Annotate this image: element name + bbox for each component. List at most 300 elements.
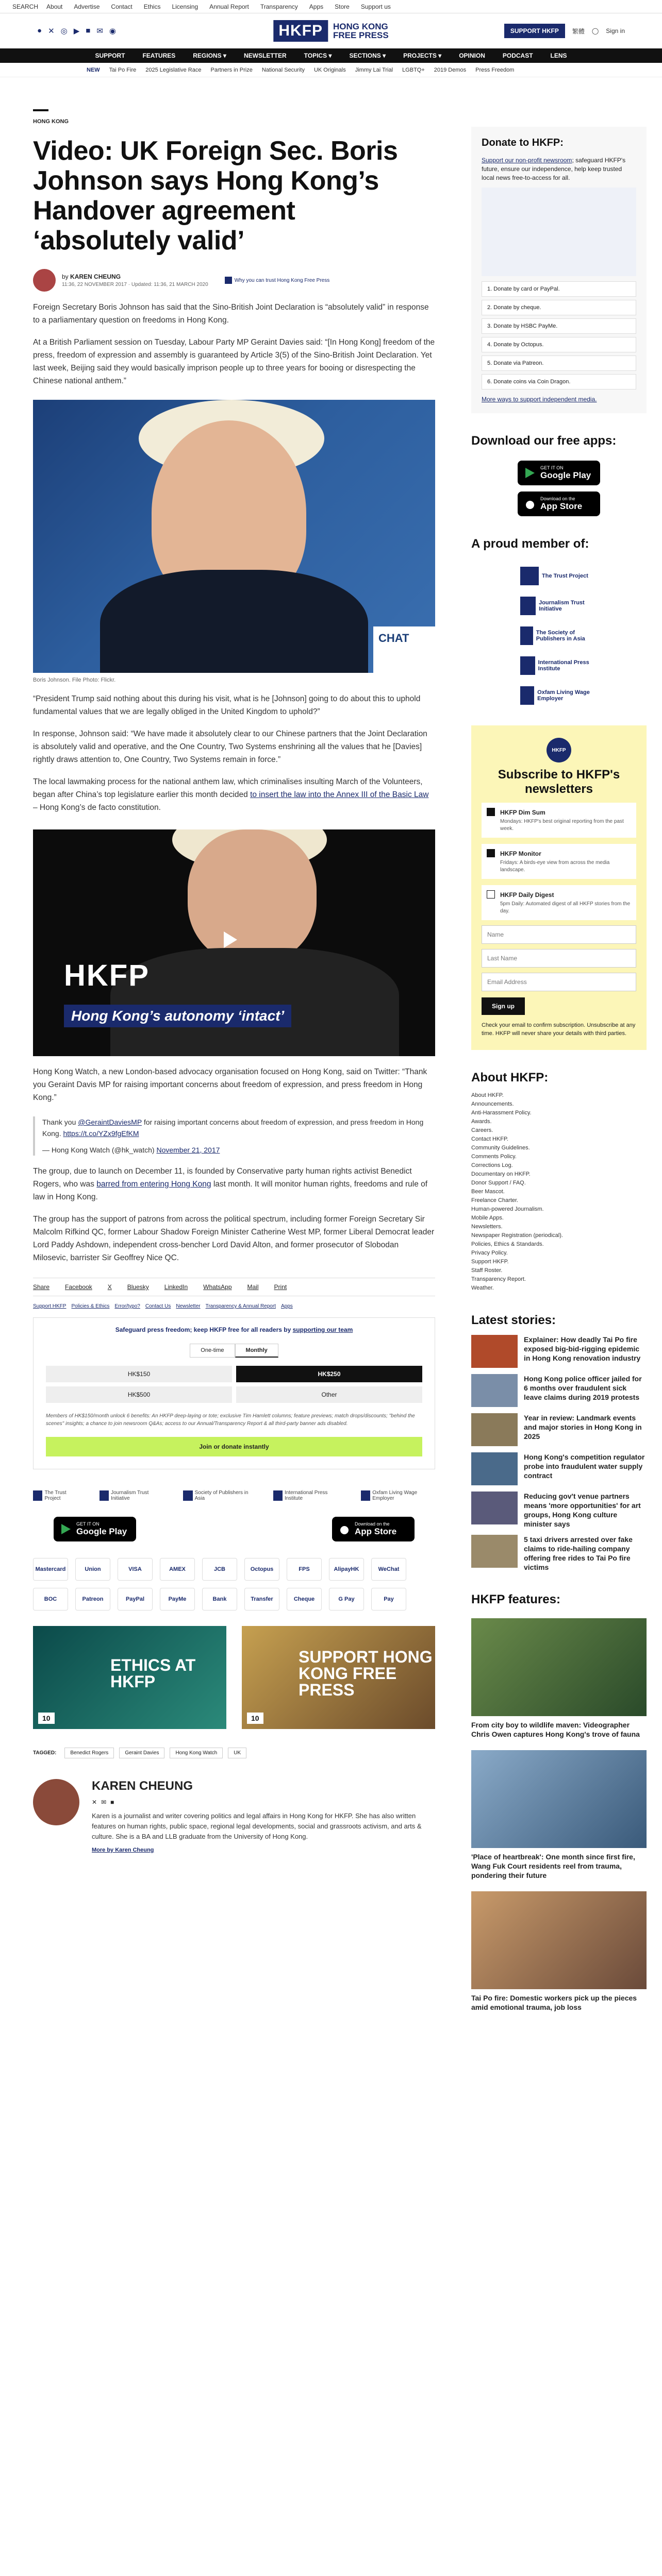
trending-link[interactable]: Jimmy Lai Trial	[355, 66, 393, 73]
feature-title: 'Place of heartbreak': One month since first fire, Wang Fuk Court residents reel from trauma, pondering their future	[471, 1853, 635, 1879]
newsletter-option[interactable]	[482, 803, 636, 838]
nav-item[interactable]: REGIONS ▾	[193, 52, 226, 59]
article-paragraph: The group has the support of patrons from across the political spectrum, including former Foreign Secretary Sir Malcolm Rifkind QC, former Labour Shadow Foreign Minister Catherine West MP, former Liberal Democrat leader Lord Paddy Ashdown, independent cross-bencher Lord David Alton, and former prosecutor of Slobodan Milosevic, barrister Sir Geoffrey Nice QC.	[33, 1215, 435, 1262]
policy-links	[33, 1303, 435, 1309]
author-box-content	[92, 1779, 435, 1853]
member-name: International Press Institute	[538, 659, 589, 672]
trending-link[interactable]: National Security	[261, 66, 305, 73]
member-logo[interactable]	[520, 626, 598, 645]
trending-link[interactable]: LGBTQ+	[402, 66, 425, 73]
member-icon	[520, 686, 534, 705]
nav-item[interactable]: OPINION	[459, 52, 485, 59]
nav-item[interactable]: PODCAST	[502, 52, 533, 59]
newsletter-name: HKFP Daily Digest	[500, 891, 554, 899]
newsletter-checkbox-checked[interactable]	[487, 808, 495, 816]
policy-link[interactable]: Support HKFP	[33, 1303, 67, 1309]
donate-option[interactable]: 3. Donate by HSBC PayMe.	[482, 318, 636, 334]
amount-option-selected[interactable]: HK$250	[236, 1366, 422, 1382]
youtube-icon[interactable]: ▶	[73, 27, 80, 36]
donate-image	[482, 188, 636, 276]
newsletter-title: Subscribe to HKFP's newsletters	[498, 768, 620, 796]
header-actions	[504, 24, 625, 38]
logo-mark: HKFP	[273, 20, 328, 42]
story-title: Hong Kong police officer jailed for 6 months over fraudulent sick leave claims during 2019 protests	[524, 1375, 642, 1401]
trust-project-logo[interactable]	[33, 1490, 81, 1501]
paragraph-text: – Hong Kong’s de facto constitution.	[33, 803, 161, 812]
share-bluesky-button[interactable]: Bluesky	[127, 1283, 149, 1291]
latest-title: Latest stories:	[471, 1313, 556, 1327]
donate-options	[482, 281, 636, 389]
tweet-date-link[interactable]: November 21, 2017	[156, 1146, 220, 1154]
article-paragraph: “President Trump said nothing about this during his visit, what is he [Johnson] going to do about this to uphold fundamental values that we are legally obliged in the United Kingdom to uphold?”	[33, 694, 421, 716]
logo-icon	[100, 1490, 109, 1501]
about-link[interactable]: Community Guidelines.	[471, 1145, 530, 1151]
oxfam-logo[interactable]	[361, 1490, 435, 1501]
story-title: Hong Kong's competition regulator probe into fraudulent water supply contract	[524, 1453, 645, 1480]
latest-story[interactable]	[471, 1492, 647, 1529]
about-link[interactable]: Transparency Report.	[471, 1276, 526, 1282]
about-link[interactable]: Comments Policy.	[471, 1154, 517, 1160]
policy-link[interactable]: Transparency & Annual Report	[205, 1303, 276, 1309]
x-icon[interactable]: ✕	[48, 27, 55, 36]
features-title: HKFP features:	[471, 1592, 560, 1606]
logo-line: HONG KONG	[333, 22, 388, 31]
nav-item[interactable]: TOPICS ▾	[304, 52, 332, 59]
nav-item[interactable]: FEATURES	[142, 52, 176, 59]
trending-link[interactable]: Tai Po Fire	[109, 66, 137, 73]
latest-story[interactable]	[471, 1374, 647, 1407]
about-link[interactable]: Newsletters.	[471, 1224, 503, 1230]
trending-link[interactable]: 2025 Legislative Race	[145, 66, 202, 73]
tweet-text	[42, 1116, 435, 1139]
member-logo[interactable]	[520, 686, 598, 705]
trust-link: Why you can trust Hong Kong Free Press	[234, 277, 330, 283]
utility-link[interactable]: Transparency	[260, 3, 298, 10]
byline	[33, 269, 435, 292]
payment-icon: G Pay	[329, 1588, 364, 1611]
support-team-link[interactable]: supporting our team	[292, 1326, 353, 1333]
tweet-url-link[interactable]: https://t.co/YZx9fgEfKM	[63, 1129, 139, 1138]
policy-link[interactable]: Contact Us	[145, 1303, 171, 1309]
basic-law-link[interactable]: to insert the law into the Annex III of the Basic Law	[250, 790, 429, 799]
member-title: A proud member of:	[471, 537, 589, 551]
mail-icon[interactable]: ✉	[96, 27, 103, 36]
promo-banners	[33, 1626, 435, 1729]
feature-image	[471, 1750, 647, 1848]
google-play-button[interactable]	[54, 1517, 136, 1541]
payment-icon: Octopus	[244, 1558, 279, 1581]
intro-text: ; safeguard HKFP's future, ensure our independence, help keep trusted local news free-to-access for all.	[482, 157, 626, 181]
newsletter-check-note: Check your email to confirm subscription. Unsubscribe at any time. HKFP will never share your details with third parties.	[482, 1022, 636, 1037]
newsletter-option-text	[500, 890, 631, 915]
about-link[interactable]: Awards.	[471, 1118, 492, 1125]
store-small-text: Download on the	[355, 1521, 390, 1527]
payment-icon: AMEX	[160, 1558, 195, 1581]
facebook-icon[interactable]: ●	[37, 26, 42, 35]
policy-link[interactable]: Error/typo?	[114, 1303, 140, 1309]
member-logos-row	[33, 1490, 435, 1501]
logo-line: FREE PRESS	[333, 30, 389, 40]
about-link[interactable]: Human-powered Journalism.	[471, 1206, 544, 1212]
newsletter-option-text	[500, 849, 631, 874]
share-label: Share	[33, 1283, 50, 1291]
utility-link[interactable]: Store	[335, 3, 350, 10]
byline-name	[62, 273, 208, 280]
jti-logo[interactable]	[100, 1490, 165, 1501]
story-thumbnail	[471, 1335, 518, 1368]
about-title: About HKFP:	[471, 1071, 549, 1084]
payment-icon: AlipayHK	[329, 1558, 364, 1581]
tweet-signature	[42, 1144, 435, 1156]
article-column	[33, 99, 435, 2012]
latest-story[interactable]	[471, 1335, 647, 1368]
nav-item[interactable]: PROJECTS ▾	[403, 52, 442, 59]
logo-label: Oxfam Living Wage Employer	[372, 1490, 418, 1501]
author-box-avatar[interactable]	[33, 1779, 79, 1825]
donate-option[interactable]: 6. Donate coins via Coin Dragon.	[482, 374, 636, 389]
user-icon[interactable]: ◯	[591, 27, 599, 35]
about-link[interactable]: Staff Roster.	[471, 1267, 503, 1274]
signin-link[interactable]: Sign in	[606, 27, 625, 35]
tweet-fragment: for raising important concerns about freedom of expression, and press freedom in Hong Kong.	[42, 1118, 424, 1138]
feature-stories	[471, 1618, 647, 2012]
payment-icon: PayPal	[118, 1588, 153, 1611]
logo-icon	[361, 1490, 370, 1501]
member-icon	[520, 597, 536, 615]
about-link[interactable]: Weather.	[471, 1285, 494, 1291]
story-title: Explainer: How deadly Tai Po fire exposed big-bid-rigging epidemic in Hong Kong renovation industry	[524, 1335, 641, 1362]
article-paragraph: Hong Kong Watch, a new London-based advocacy organisation focused on Hong Kong, said on Twitter: “Thank you Geraint Davis MP for raising important concerns about freedom of expression, and press freedom in Hong Kong.”	[33, 1067, 427, 1102]
logo-icon	[33, 1490, 42, 1501]
policy-link[interactable]: Newsletter	[176, 1303, 201, 1309]
feature-story[interactable]	[471, 1750, 647, 1880]
photo-caption: Boris Johnson. File Photo: Flickr.	[33, 677, 116, 683]
about-link[interactable]: Support HKFP.	[471, 1259, 509, 1265]
about-link[interactable]: Announcements.	[471, 1101, 514, 1107]
tweet-fragment: Thank you	[42, 1118, 78, 1126]
story-thumbnail	[471, 1492, 518, 1524]
utility-link[interactable]: Annual Report	[209, 3, 249, 10]
last-name-input[interactable]: Last Name	[482, 949, 636, 968]
store-small-text: GET IT ON	[540, 465, 564, 470]
payment-icon: WeChat	[371, 1558, 406, 1581]
latest-stories	[471, 1335, 647, 1572]
tweet-mention-link[interactable]: @GeraintDaviesMP	[78, 1118, 142, 1126]
utility-link[interactable]: Ethics	[143, 3, 161, 10]
first-name-input[interactable]: Name	[482, 925, 636, 944]
latest-story[interactable]	[471, 1413, 647, 1446]
sidebar	[471, 99, 647, 2012]
amount-option-other[interactable]: Other	[236, 1386, 422, 1403]
payment-icon: JCB	[202, 1558, 237, 1581]
about-link[interactable]: Contact HKFP.	[471, 1136, 508, 1142]
store-big-text: Google Play	[540, 470, 591, 480]
story-title: 5 taxi drivers arrested over fake claims to ride-hailing company offering free rides to Tai Po fire victims	[524, 1535, 633, 1571]
support-promo[interactable]	[242, 1626, 435, 1729]
feature-story[interactable]	[471, 1891, 647, 2012]
share-mail-button[interactable]: Mail	[247, 1283, 259, 1291]
promo-badge: 10	[38, 1713, 55, 1724]
utility-link[interactable]: Advertise	[74, 3, 100, 10]
share-x-button[interactable]: X	[107, 1283, 112, 1291]
more-by-author-link[interactable]: More by Karen Cheung	[92, 1847, 154, 1853]
barred-link[interactable]: barred from entering Hong Kong	[96, 1180, 211, 1189]
store-small-text: GET IT ON	[76, 1521, 100, 1527]
store-small-text: Download on the	[540, 496, 575, 501]
one-time-tab[interactable]: One-time	[190, 1344, 235, 1358]
newsletter-desc: Mondays: HKFP's best original reporting from the past week.	[500, 819, 624, 832]
about-link[interactable]: Careers.	[471, 1127, 493, 1133]
payment-icon: BOC	[33, 1588, 68, 1611]
trending-link[interactable]: 2019 Demos	[434, 66, 467, 73]
support-button[interactable]: SUPPORT HKFP	[504, 24, 565, 38]
utility-menu	[46, 3, 391, 10]
payment-icon: Cheque	[287, 1588, 322, 1611]
author-bio: Karen is a journalist and writer covering politics and legal affairs in Hong Kong for HKFP. She has also written features on human rights, public space, regional legal developments, social and grassroots activism, and arts & culture. She is a BA and LLB graduate from the University of Hong Kong.	[92, 1812, 422, 1840]
about-link[interactable]: Documentary on HKFP.	[471, 1171, 531, 1177]
title-rule	[33, 109, 48, 111]
payment-icon: PayMe	[160, 1588, 195, 1611]
member-logo[interactable]	[520, 597, 598, 615]
play-icon[interactable]	[224, 931, 237, 948]
video-face-shape	[188, 829, 317, 963]
article-dates: 11:36, 22 NOVEMBER 2017 · Updated: 11:36, 21 MARCH 2020	[62, 282, 208, 287]
member-logo[interactable]	[520, 656, 598, 675]
member-icon	[520, 626, 533, 645]
join-donate-button[interactable]: Join or donate instantly	[46, 1437, 422, 1456]
payment-icon: Bank	[202, 1588, 237, 1611]
article-title: Video: UK Foreign Sec. Boris Johnson says Hong Kong’s Handover agreement ‘absolutely valid’	[33, 136, 398, 256]
about-link[interactable]: Corrections Log.	[471, 1162, 513, 1168]
share-facebook-button[interactable]: Facebook	[65, 1283, 92, 1291]
feature-image	[471, 1618, 647, 1716]
trending-link[interactable]: Press Freedom	[475, 66, 515, 73]
instagram-icon[interactable]: ◎	[60, 27, 68, 36]
payment-methods	[33, 1558, 435, 1611]
membership-note: Members of HK$150/month unlock 6 benefits: An HKFP deep-laying or tote; exclusive Tim Hamlett columns; feature previews; match drops/discounts; "behind the scenes" insights; a chance to join newsroom Q&As; access to our Annual/Transparency Report & all third-party banner ads disabled.	[46, 1413, 415, 1427]
rss-icon[interactable]: ◉	[109, 27, 117, 36]
article-tags	[33, 1748, 435, 1758]
utility-link[interactable]: Support us	[360, 3, 391, 10]
email-input[interactable]: Email Address	[482, 973, 636, 991]
sidebar-donate-title: Donate to HKFP:	[482, 137, 564, 148]
member-icon	[520, 567, 539, 585]
paragraph-text: The local lawmaking process for the national anthem law, which criminalises insulting March of the Volunteers, began after China’s top legislature earlier this month decided	[33, 777, 423, 799]
latest-story[interactable]	[471, 1452, 647, 1485]
sidebar-donate-intro	[482, 156, 636, 182]
about-link[interactable]: Freelance Charter.	[471, 1197, 519, 1204]
apple-icon	[338, 1523, 351, 1535]
utility-link[interactable]: Licensing	[172, 3, 198, 10]
about-link[interactable]: Newspaper Registration (periodical).	[471, 1232, 563, 1239]
story-title: Year in review: Landmark events and major stories in Hong Kong in 2025	[524, 1414, 642, 1440]
nav-item[interactable]: SUPPORT	[95, 52, 125, 59]
video-player[interactable]	[33, 829, 435, 1056]
article-paragraph	[33, 775, 435, 814]
amount-options	[46, 1366, 422, 1403]
logo-text	[333, 22, 389, 40]
donate-option[interactable]: 4. Donate by Octopus.	[482, 337, 636, 352]
video-logo: HKFP	[64, 959, 150, 992]
site-header	[0, 13, 662, 48]
newsletter-signup	[471, 725, 647, 1050]
feature-story[interactable]	[471, 1618, 647, 1739]
linkedin-icon[interactable]: ■	[110, 1799, 114, 1806]
article-photo	[33, 400, 435, 673]
author-avatar[interactable]	[33, 269, 56, 292]
video-suit-shape	[110, 948, 399, 1056]
donate-option[interactable]: 5. Donate via Patreon.	[482, 355, 636, 371]
google-play-icon	[524, 467, 536, 479]
page-body	[0, 99, 662, 2012]
app-store-button[interactable]	[332, 1517, 415, 1541]
site-logo[interactable]	[273, 20, 388, 42]
tags-label: TAGGED:	[33, 1750, 57, 1756]
video-title: Hong Kong’s autonomy ‘intact’	[64, 1005, 291, 1027]
paragraph-text: last month. It will monitor human rights, freedoms and rule of law in Hong Kong.	[33, 1180, 428, 1201]
about-link[interactable]: Anti-Harassment Policy.	[471, 1110, 532, 1116]
about-link[interactable]: Policies, Ethics & Standards.	[471, 1241, 544, 1247]
app-store-button[interactable]	[518, 492, 600, 516]
about-link[interactable]: Privacy Policy.	[471, 1250, 508, 1256]
monthly-tab[interactable]: Monthly	[235, 1344, 278, 1358]
latest-story[interactable]	[471, 1535, 647, 1572]
story-thumbnail	[471, 1535, 518, 1568]
logo-icon	[273, 1490, 283, 1501]
trending-link[interactable]: Partners in Prize	[210, 66, 253, 73]
more-ways-link[interactable]: More ways to support independent media.	[482, 396, 597, 403]
promo-badge: 10	[247, 1713, 263, 1724]
top-utility-bar	[0, 0, 662, 13]
promo-title: SUPPORT HONG KONG FREE PRESS	[299, 1648, 433, 1699]
tag-chip[interactable]: UK	[228, 1748, 246, 1758]
tag-chip[interactable]: Benedict Rogers	[64, 1748, 114, 1758]
nav-item[interactable]: NEWSLETTER	[243, 52, 287, 59]
nav-item[interactable]: LENS	[550, 52, 567, 59]
about-link[interactable]: Beer Mascot.	[471, 1189, 505, 1195]
feature-image	[471, 1891, 647, 1989]
x-icon[interactable]: ✕	[92, 1799, 97, 1806]
member-list	[471, 567, 647, 705]
share-linkedin-button[interactable]: LinkedIn	[164, 1283, 188, 1291]
support-newsroom-link[interactable]: Support our non-profit newsroom	[482, 157, 572, 164]
newsletter-option[interactable]	[482, 844, 636, 879]
payment-icon: Mastercard	[33, 1558, 68, 1581]
signup-button[interactable]: Sign up	[482, 997, 525, 1015]
donate-option[interactable]: 2. Donate by cheque.	[482, 300, 636, 315]
utility-link[interactable]: Apps	[309, 3, 324, 10]
byline-text	[62, 273, 208, 287]
utility-link[interactable]: Contact	[111, 3, 133, 10]
paragraph-text: The group, due to launch on December 11, is founded by Conservative party human rights activist Benedict Rogers, who was	[33, 1167, 412, 1189]
google-play-button[interactable]	[518, 461, 600, 485]
member-name: Journalism Trust Initiative	[539, 600, 585, 612]
member-icon	[520, 656, 535, 675]
about-link[interactable]: Donor Support / FAQ.	[471, 1180, 526, 1186]
newsletter-logo: HKFP	[547, 738, 571, 762]
logo-label: Journalism Trust Initiative	[111, 1490, 149, 1501]
author-box-name[interactable]: KAREN CHEUNG	[92, 1779, 193, 1793]
store-big-text: Google Play	[76, 1527, 127, 1536]
store-big-text: App Store	[355, 1527, 397, 1536]
trust-badge[interactable]	[225, 277, 330, 284]
article-paragraph	[33, 1165, 435, 1204]
ipi-logo[interactable]	[273, 1490, 342, 1501]
feature-title: Tai Po fire: Domestic workers pick up the pieces amid emotional trauma, job loss	[471, 1994, 637, 2011]
apple-icon	[524, 498, 536, 510]
logo-icon	[183, 1490, 192, 1501]
member-logo[interactable]	[520, 567, 598, 585]
language-link[interactable]: 繁體	[572, 27, 585, 35]
trust-icon	[225, 277, 232, 284]
payment-icon: FPS	[287, 1558, 322, 1581]
about-link[interactable]: About HKFP.	[471, 1092, 504, 1098]
logo-label: Society of Publishers in Asia	[194, 1490, 249, 1501]
promo-title: ETHICS AT HKFP	[110, 1656, 196, 1691]
story-thumbnail	[471, 1452, 518, 1485]
author-box	[33, 1779, 435, 1853]
payment-icon: Patreon	[75, 1588, 110, 1611]
author-link[interactable]: KAREN CHEUNG	[70, 273, 121, 280]
nav-item[interactable]: SECTIONS ▾	[349, 52, 386, 59]
tag-chip[interactable]: Hong Kong Watch	[170, 1748, 223, 1758]
newsletter-desc: Fridays: A birds-eye view from across the media landscape.	[500, 860, 610, 873]
policy-link[interactable]: Policies & Ethics	[71, 1303, 110, 1309]
article-category[interactable]: HONG KONG	[33, 118, 69, 125]
payment-icon: Union	[75, 1558, 110, 1581]
article-paragraph: In response, Johnson said: “We have made it absolutely clear to our Chinese partners that the Joint Declaration is absolutely valid and operative, and the One Country, Two Systems enshrining all the values that he [Davies] rightly draws attention to, One Country, Two Systems remain in force.”	[33, 730, 427, 764]
share-print-button[interactable]: Print	[274, 1283, 287, 1291]
by-label: by	[62, 273, 69, 280]
newsletter-option[interactable]	[482, 885, 636, 920]
trending-link[interactable]: UK Originals	[313, 66, 346, 73]
amount-option[interactable]: HK$500	[46, 1386, 232, 1403]
article-paragraph: Foreign Secretary Boris Johnson has said that the Sino-British Joint Declaration is “absolutely valid” in response to a parliamentary question on freedoms in Hong Kong.	[33, 303, 429, 325]
ethics-promo[interactable]	[33, 1626, 226, 1729]
logo-label: The Trust Project	[44, 1490, 67, 1501]
logo-label: International Press Institute	[284, 1490, 328, 1501]
donate-option[interactable]: 1. Donate by card or PayPal.	[482, 281, 636, 297]
about-link[interactable]: Mobile Apps.	[471, 1215, 504, 1221]
share-whatsapp-button[interactable]: WhatsApp	[203, 1283, 232, 1291]
linkedin-icon[interactable]: ■	[86, 26, 91, 35]
donation-widget	[33, 1317, 435, 1469]
utility-link[interactable]: About	[46, 3, 63, 10]
payment-icon: Pay	[371, 1588, 406, 1611]
newsletter-checkbox[interactable]	[487, 890, 495, 899]
newsletter-name: HKFP Monitor	[500, 850, 541, 857]
sidebar-donate	[471, 127, 647, 413]
apps-title: Download our free apps:	[471, 434, 617, 448]
author-social	[92, 1799, 435, 1806]
frequency-toggle	[46, 1344, 422, 1358]
social-icons	[37, 26, 116, 36]
tweet-sig: — Hong Kong Watch (@hk_watch)	[42, 1146, 157, 1154]
share-bar	[33, 1278, 435, 1296]
search-link[interactable]: SEARCH	[12, 3, 39, 10]
payment-icon: VISA	[118, 1558, 153, 1581]
sopa-logo[interactable]	[183, 1490, 254, 1501]
policy-link[interactable]: Apps	[280, 1303, 293, 1309]
store-big-text: App Store	[540, 501, 583, 511]
mail-icon[interactable]: ✉	[101, 1799, 107, 1806]
embedded-tweet	[33, 1116, 435, 1156]
newsletter-checkbox-checked[interactable]	[487, 849, 495, 857]
tag-chip[interactable]: Geraint Davies	[119, 1748, 164, 1758]
member-name: Oxfam Living Wage Employer	[537, 689, 590, 702]
newsletter-name: HKFP Dim Sum	[500, 809, 545, 816]
amount-option[interactable]: HK$150	[46, 1366, 232, 1382]
